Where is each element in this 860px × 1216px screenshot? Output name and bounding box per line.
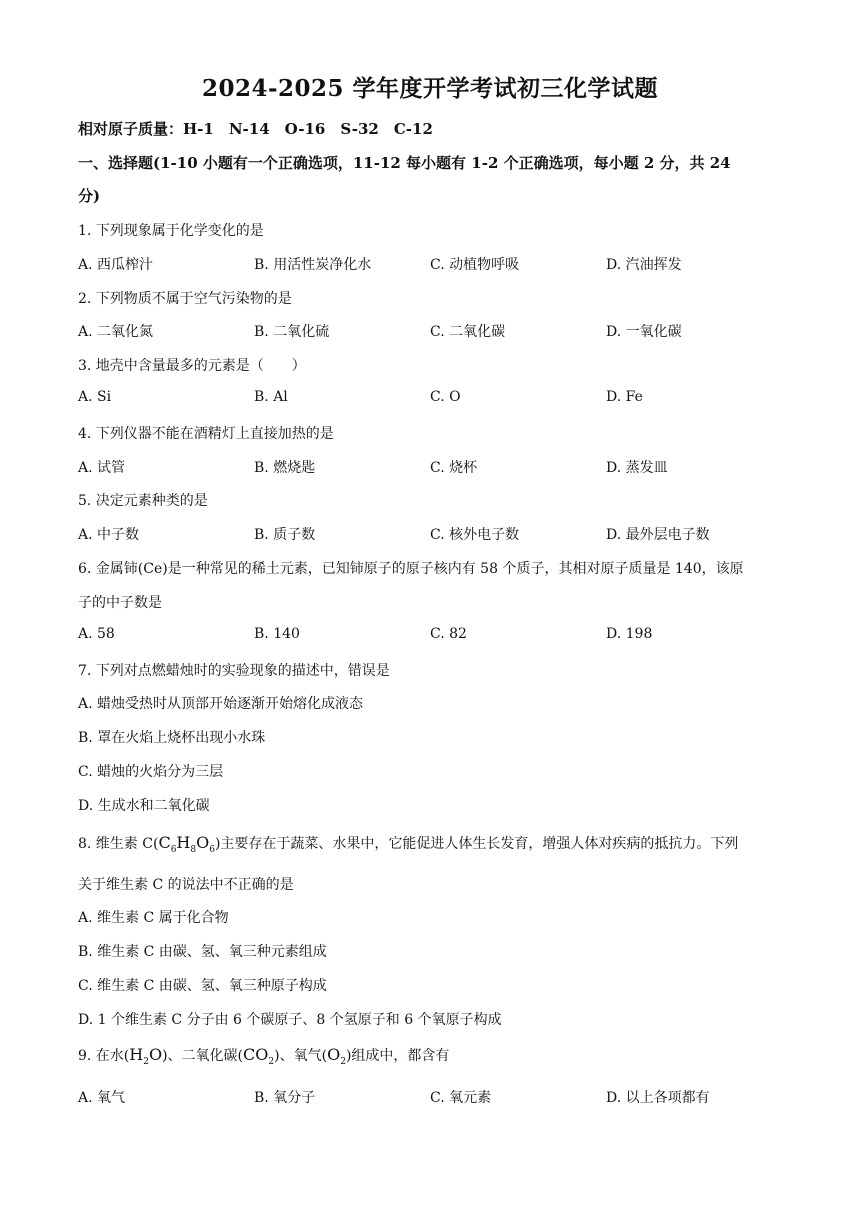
option-c: C. 核外电子数 bbox=[430, 527, 520, 543]
option-a: A. 二氧化氮 bbox=[78, 324, 154, 340]
question-1-stem: 1. 下列现象属于化学变化的是 bbox=[78, 223, 264, 239]
option-a: A. Si bbox=[78, 389, 112, 405]
option-d: D. 蒸发皿 bbox=[606, 460, 668, 476]
option-b: B. 氧分子 bbox=[254, 1090, 316, 1106]
question-5-stem: 5. 决定元素种类的是 bbox=[78, 493, 208, 509]
option-d: D. 以上各项都有 bbox=[606, 1090, 710, 1106]
question-2-options bbox=[78, 321, 798, 341]
question-7-stem: 7. 下列对点燃蜡烛时的实验现象的描述中，错误是 bbox=[78, 663, 390, 679]
option-b: B. 燃烧匙 bbox=[254, 460, 316, 476]
option-d: D. 汽油挥发 bbox=[606, 257, 682, 273]
vitamin-c-formula: $C_6H_8O_6$ bbox=[158, 833, 215, 856]
option-b: B. 用活性炭净化水 bbox=[254, 257, 372, 273]
oxygen-formula: $O_2$ bbox=[327, 1045, 346, 1068]
section-heading-line1: 一、选择题(1-10 小题有一个正确选项，11-12 每小题有 1-2 个正确选项，每小题 2 分，共 24 bbox=[78, 154, 731, 172]
option-c: C. 氧元素 bbox=[430, 1090, 492, 1106]
option-d: D. 198 bbox=[606, 626, 653, 642]
option-c: C. 烧杯 bbox=[430, 460, 478, 476]
question-9-stem: 9. 在水$(H_2O)$、二氧化碳$(CO_2)$、氧气$(O_2)$组成中，都含有 bbox=[78, 1045, 450, 1068]
question-1-options bbox=[78, 254, 798, 274]
question-7-option-b: B. 罩在火焰上烧杯出现小水珠 bbox=[78, 730, 266, 746]
option-c: C. O bbox=[430, 389, 461, 405]
option-a: A. 试管 bbox=[78, 460, 126, 476]
question-8-stem-line2: 关于维生素 C 的说法中不正确的是 bbox=[78, 877, 294, 893]
question-6-stem-line1: 6. 金属铈(Ce)是一种常见的稀土元素，已知铈原子的原子核内有 58 个质子，其相对原子质量是 140，该原 bbox=[78, 561, 744, 577]
question-3-options bbox=[78, 389, 798, 409]
water-formula: $H_2O$ bbox=[129, 1045, 163, 1068]
question-2-stem: 2. 下列物质不属于空气污染物的是 bbox=[78, 291, 292, 307]
option-b: B. 二氧化硫 bbox=[254, 324, 330, 340]
question-3-stem: 3. 地壳中含量最多的元素是（ ） bbox=[78, 358, 306, 374]
option-b: B. Al bbox=[254, 389, 288, 405]
option-c: C. 二氧化碳 bbox=[430, 324, 506, 340]
option-b: B. 质子数 bbox=[254, 527, 316, 543]
question-7-option-c: C. 蜡烛的火焰分为三层 bbox=[78, 764, 224, 780]
option-a: A. 58 bbox=[78, 626, 115, 642]
question-8-option-c: C. 维生素 C 由碳、氢、氧三种原子构成 bbox=[78, 978, 327, 994]
question-7-option-d: D. 生成水和二氧化碳 bbox=[78, 798, 210, 814]
option-d: D. 最外层电子数 bbox=[606, 527, 710, 543]
question-8-stem-suffix: )主要存在于蔬菜、水果中，它能促进人体生长发育，增强人体对疾病的抵抗力。下列 bbox=[214, 836, 739, 852]
question-8-option-a: A. 维生素 C 属于化合物 bbox=[78, 910, 229, 926]
carbon-dioxide-formula: $CO_2$ bbox=[243, 1045, 275, 1068]
option-c: C. 动植物呼吸 bbox=[430, 257, 520, 273]
option-d: D. Fe bbox=[606, 389, 643, 405]
option-a: A. 氧气 bbox=[78, 1090, 126, 1106]
option-d: D. 一氧化碳 bbox=[606, 324, 682, 340]
question-7-option-a: A. 蜡烛受热时从顶部开始逐渐开始熔化成液态 bbox=[78, 696, 364, 712]
question-8-option-d: D. 1 个维生素 C 分子由 6 个碳原子、8 个氢原子和 6 个氧原子构成 bbox=[78, 1012, 502, 1028]
page-title: 2024-2025 学年度开学考试初三化学试题 bbox=[201, 75, 659, 102]
question-4-stem: 4. 下列仪器不能在酒精灯上直接加热的是 bbox=[78, 426, 334, 442]
question-8-stem-prefix: 8. 维生素 C( bbox=[78, 836, 159, 852]
question-8-stem-line1 bbox=[78, 833, 738, 855]
question-9-options bbox=[78, 1087, 798, 1107]
option-a: A. 中子数 bbox=[78, 527, 140, 543]
option-a: A. 西瓜榨汁 bbox=[78, 257, 154, 273]
question-8-option-b: B. 维生素 C 由碳、氢、氧三种元素组成 bbox=[78, 944, 327, 960]
question-5-options bbox=[78, 524, 798, 544]
question-6-stem-line2: 子的中子数是 bbox=[78, 595, 162, 611]
option-b: B. 140 bbox=[254, 626, 300, 642]
question-6-options bbox=[78, 626, 798, 646]
section-heading-line2: 分) bbox=[78, 187, 101, 205]
atomic-mass-line: 相对原子质量：H-1 N-14 O-16 S-32 C-12 bbox=[78, 120, 433, 138]
question-4-options bbox=[78, 457, 798, 477]
option-c: C. 82 bbox=[430, 626, 467, 642]
